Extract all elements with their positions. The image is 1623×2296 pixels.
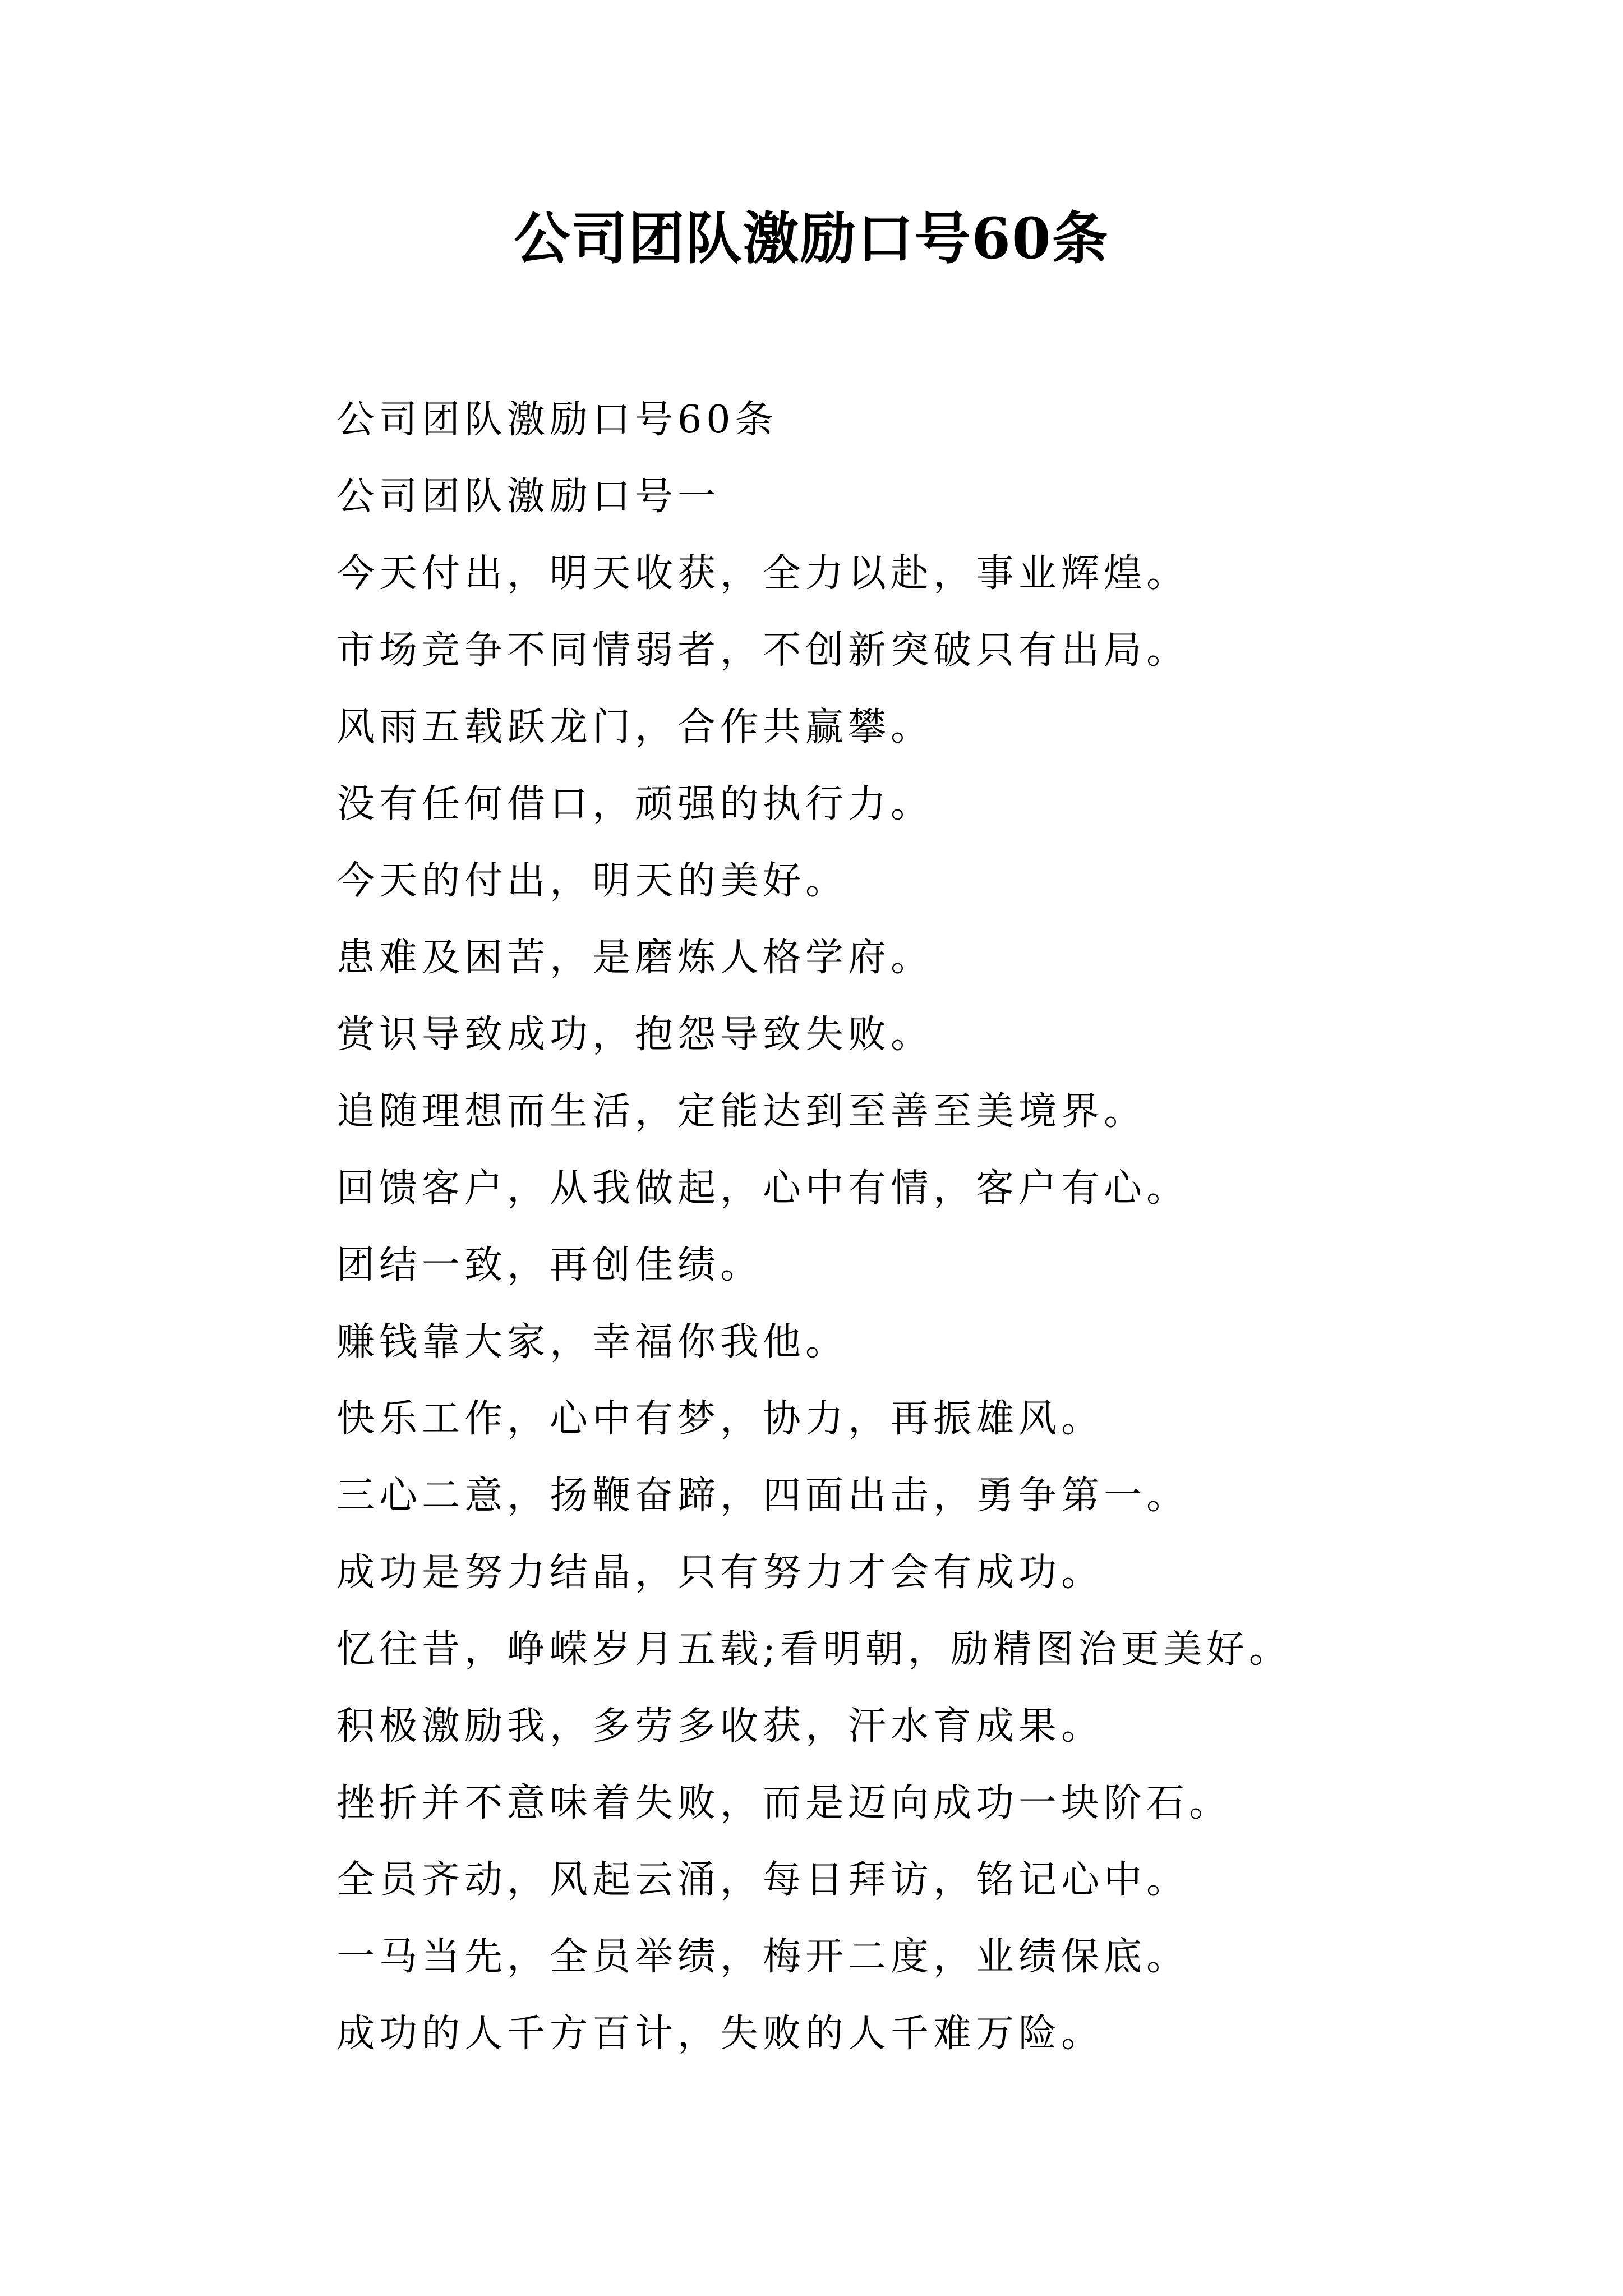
text-line: 团结一致，再创佳绩。 <box>336 1243 763 1287</box>
text-line: 快乐工作，心中有梦，协力，再振雄风。 <box>336 1397 1104 1441</box>
text-line: 风雨五载跃龙门，合作共赢攀。 <box>336 705 934 749</box>
text-line: 成功的人千方百计，失败的人千难万险。 <box>336 2012 1104 2056</box>
slogan-list <box>336 381 1559 2072</box>
text-line: 今天的付出，明天的美好。 <box>336 859 849 903</box>
text-line: 今天付出，明天收获，全力以赴，事业辉煌。 <box>336 551 1189 596</box>
text-line: 患难及困苦，是磨炼人格学府。 <box>336 936 934 980</box>
text-line: 市场竞争不同情弱者，不创新突破只有出局。 <box>336 628 1189 673</box>
text-line: 没有任何借口，顽强的执行力。 <box>336 782 934 826</box>
text-line: 回馈客户，从我做起，心中有情，客户有心。 <box>336 1166 1189 1211</box>
text-line: 全员齐动，风起云涌，每日拜访，铭记心中。 <box>336 1858 1189 1902</box>
text-line: 赏识导致成功，抱怨导致失败。 <box>336 1013 934 1057</box>
text-line: 一马当先，全员举绩，梅开二度，业绩保底。 <box>336 1935 1189 1979</box>
text-line: 积极激励我，多劳多收获，汗水育成果。 <box>336 1704 1104 1749</box>
text-line: 公司团队激励口号60条 <box>336 398 778 442</box>
text-line: 成功是努力结晶，只有努力才会有成功。 <box>336 1550 1104 1595</box>
text-line: 忆往昔，峥嵘岁月五载;看明朝，励精图治更美好。 <box>336 1627 1292 1672</box>
text-line: 挫折并不意味着失败，而是迈向成功一块阶石。 <box>336 1781 1232 1825</box>
text-line: 追随理想而生活，定能达到至善至美境界。 <box>336 1089 1147 1134</box>
text-line: 公司团队激励口号一 <box>336 475 721 519</box>
text-line: 赚钱靠大家，幸福你我他。 <box>336 1320 849 1364</box>
text-line: 三心二意，扬鞭奋蹄，四面出击，勇争第一。 <box>336 1474 1189 1518</box>
document-title: 公司团队激励口号60条 <box>514 205 1109 272</box>
